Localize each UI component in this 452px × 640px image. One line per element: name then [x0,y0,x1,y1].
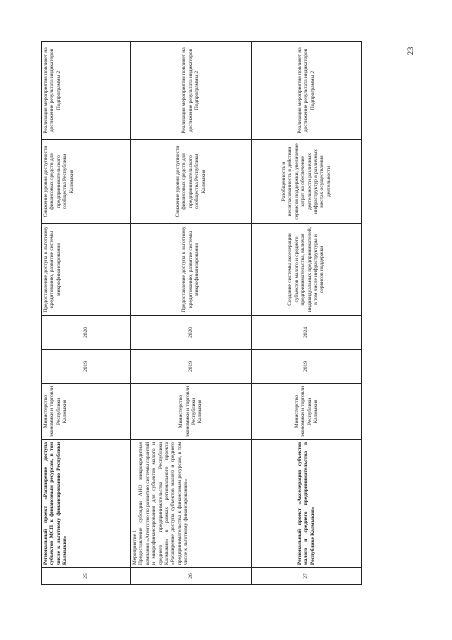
indicator-link: Реализация мероприятия повлияет на достижение результата индикаторов Подпрограммы 2 [131,42,252,140]
start-year: 2019 [131,350,252,384]
measure-cell [131,440,252,568]
non-implementation-effect: Снижение уровня доступности финансовых средств для предпринимательского сообщества Республики Калмыкия [42,140,131,224]
expected-result: Предоставление доступа к льготному кредитованию, развитие системы микрофинансирования [42,224,131,316]
row-number: 25 [42,568,131,585]
indicator-link: Реализация мероприятия повлияет на достижение результата индикаторов Подпрограммы 2 [252,42,362,140]
measures-table [41,41,362,585]
measure-name: Региональный проект «Расширение доступа субъектов МСП к финансовым ресурсам, в том числе к льготному финансированию Республики Калмыкия» [42,440,131,568]
end-year: 2020 [42,316,131,350]
start-year: 2019 [252,350,362,384]
non-implementation-effect: Разобщенность и несогласованность в действии сервисов поддержки, увеличение затрат на обеспечение деятельности различных инфраструктур в различных местах осуществления деятельности [252,140,362,224]
table-row [131,42,252,585]
row-number: 26 [131,568,252,585]
executor: Министерство экономики и торговли Республики Калмыкия [42,384,131,440]
non-implementation-effect: Снижение уровня доступности финансовых средств для предпринимательского сообщества Республики Калмыкия [131,140,252,224]
indicator-link: Реализация мероприятия повлияет на достижение результата индикаторов Подпрограммы 2 [42,42,131,140]
measure-title: Мероприятие 1 [132,529,138,565]
end-year: 2020 [131,316,252,350]
table-row [42,42,131,585]
start-year: 2019 [42,350,131,384]
row-number: 27 [252,568,362,585]
program-measures-table [41,42,361,585]
executor: Министерство экономики и торговли Республики Калмыкия [252,384,362,440]
expected-result: Создание системы акселерации субъектов малого и среднего предпринимательства, включая индивидуальных предпринимателей, в том числе инфраструктуры и сервисов поддержки [252,224,362,316]
measure-name: Региональный проект «Акселерация субъектов малого и среднего предпринимательства в Республике Калмыкия» [252,440,362,568]
page-number: 23 [405,46,415,56]
expected-result: Предоставление доступа к льготному кредитованию, развитие системы микрофинансирования [131,224,252,316]
rotated-table-area [41,42,361,585]
measure-name: Предоставление субсидии АНО микрокредитная компания «Агентство по развитию системы гарантий и микрофинансирования для субъектов малого и среднего предпринимательства Республики Калмыкия» в рамках регионального проекта «Расширение доступа субъектов малого и среднего предпринимательства к финансовым ресурсам, в том числе к льготному финансированию» [138,442,190,565]
executor: Министерство экономики и торговли Республики Калмыкия [131,384,252,440]
table-row [252,42,362,585]
end-year: 2024 [252,316,362,350]
